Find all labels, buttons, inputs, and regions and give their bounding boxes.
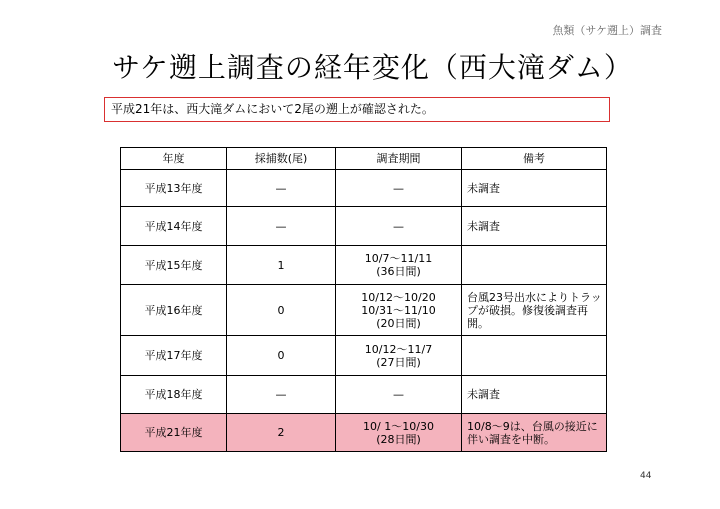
remarks-cell: 10/8～9は、台風の接近に伴い調査を中断。 [462, 414, 607, 452]
period-cell [336, 336, 462, 376]
period-cell [336, 170, 462, 207]
period-line: 10/12～10/20 [361, 290, 436, 304]
remarks-cell [462, 246, 607, 285]
table-row [121, 336, 607, 376]
remarks-cell [462, 336, 607, 376]
table-row [121, 207, 607, 246]
year-cell: 平成17年度 [121, 336, 227, 376]
period-line: — [393, 219, 404, 233]
count-cell: — [227, 170, 336, 207]
period-line: 10/7～11/11 [364, 252, 433, 265]
year-cell: 平成13年度 [121, 170, 227, 207]
count-cell: 2 [227, 414, 336, 452]
period-line: (36日間) [376, 265, 421, 278]
count-cell: — [227, 376, 336, 414]
table-row [121, 285, 607, 336]
period-line: (28日間) [376, 432, 421, 446]
period-line: (27日間) [376, 355, 421, 369]
count-cell: 1 [227, 246, 336, 285]
period-cell [336, 376, 462, 414]
remarks-cell: 未調査 [462, 376, 607, 414]
period-cell [336, 285, 462, 336]
table-row [121, 376, 607, 414]
period-line: 10/31～11/10 [361, 303, 436, 317]
remarks-cell: 未調査 [462, 170, 607, 207]
table-row [121, 170, 607, 207]
summary-box: 平成21年は、西大滝ダムにおいて2尾の遡上が確認された。 [104, 97, 610, 122]
table-header-row [121, 148, 607, 170]
year-cell: 平成18年度 [121, 376, 227, 414]
survey-table [120, 147, 607, 452]
period-line: 10/ 1～10/30 [363, 419, 434, 433]
header-year: 年度 [121, 148, 227, 170]
period-cell [336, 414, 462, 452]
count-cell: 0 [227, 336, 336, 376]
count-cell: 0 [227, 285, 336, 336]
page-number: 44 [640, 471, 652, 481]
period-cell [336, 207, 462, 246]
page-title: サケ遡上調査の経年変化（西大滝ダム） [112, 51, 633, 84]
year-cell: 平成16年度 [121, 285, 227, 336]
category-label: 魚類（サケ遡上）調査 [552, 24, 662, 37]
period-line: (20日間) [376, 316, 421, 330]
header-period: 調査期間 [336, 148, 462, 170]
header-remarks: 備考 [462, 148, 607, 170]
year-cell: 平成15年度 [121, 246, 227, 285]
remarks-cell: 未調査 [462, 207, 607, 246]
year-cell: 平成21年度 [121, 414, 227, 452]
year-cell: 平成14年度 [121, 207, 227, 246]
period-line: 10/12～11/7 [364, 342, 433, 356]
header-count: 採捕数(尾) [227, 148, 336, 170]
table-row-highlighted [121, 414, 607, 452]
table-row [121, 246, 607, 285]
remarks-cell: 台風23号出水によりトラップが破損。修復後調査再開。 [462, 285, 607, 336]
period-cell [336, 246, 462, 285]
period-line: — [393, 181, 404, 195]
period-line: — [393, 388, 404, 401]
count-cell: — [227, 207, 336, 246]
